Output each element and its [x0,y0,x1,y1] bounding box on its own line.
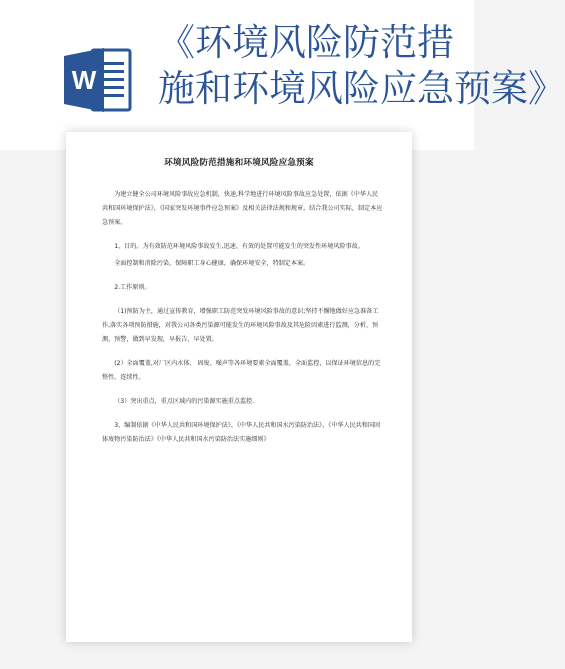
paragraph-focus: （3）突出重点，重点区域内的污染源实施重点监控. [114,398,255,405]
banner-title-line-2: 施和环境风险应急预案》 [158,67,565,110]
paragraph-basis: 3、编制依据《中华人民共和国环境保护法》、《中华人民共和国水污染防治法》、《中华人民共和国固体废物污染防治法》《中华人民共和国水污染防治法实施细则》 [102,422,381,443]
document-body [102,188,384,457]
paragraph-purpose: 1、目的。为有效防范环境风险事故发生,迅速、有效的处置可能发生的突发性环境风险事故。 [114,243,364,250]
paragraph-principles-heading: 2.工作原则。 [114,284,151,291]
paragraph-coverage: (2）全面覆盖,对厂区内水体、 固废、噪声等各环境要素全面覆盖，全面监控，以保证环境信息的完整性、连续性。 [102,360,381,381]
word-icon-letter: W [71,65,97,95]
document-title: 环境风险防范措施和环境风险应急预案 [164,158,314,168]
paragraph-control: 全面控制和消除污染，保障职工身心健康，确保环境安全，特制定本案。 [114,260,310,267]
banner-title [158,20,565,130]
paragraph-prevention: （1)预防为主，通过宣传教育，增强职工防范突发环境风险事故的意识;坚持不懈地做好应急准备工作,落实各项预防措施，对我公司各类污染源可能发生的环境风险事故及其危险因素进行监测，分析，预测，预警，做到早发现，早报告，早处置。 [102,308,379,343]
paragraph-intro: 为建立健全公司环境风险事故应急机制，快速,科学地进行环境风险事故应急处置，依据《中华人民共和国环境保护法》，《国家突发环境事件应急预案》及相关法律法规和规章，结合我公司实际，制定本应急预案。 [102,191,383,226]
banner-title-line-1: 《环境风险防范措 [158,21,454,64]
word-document-icon [62,44,134,116]
document-page [66,132,412,642]
